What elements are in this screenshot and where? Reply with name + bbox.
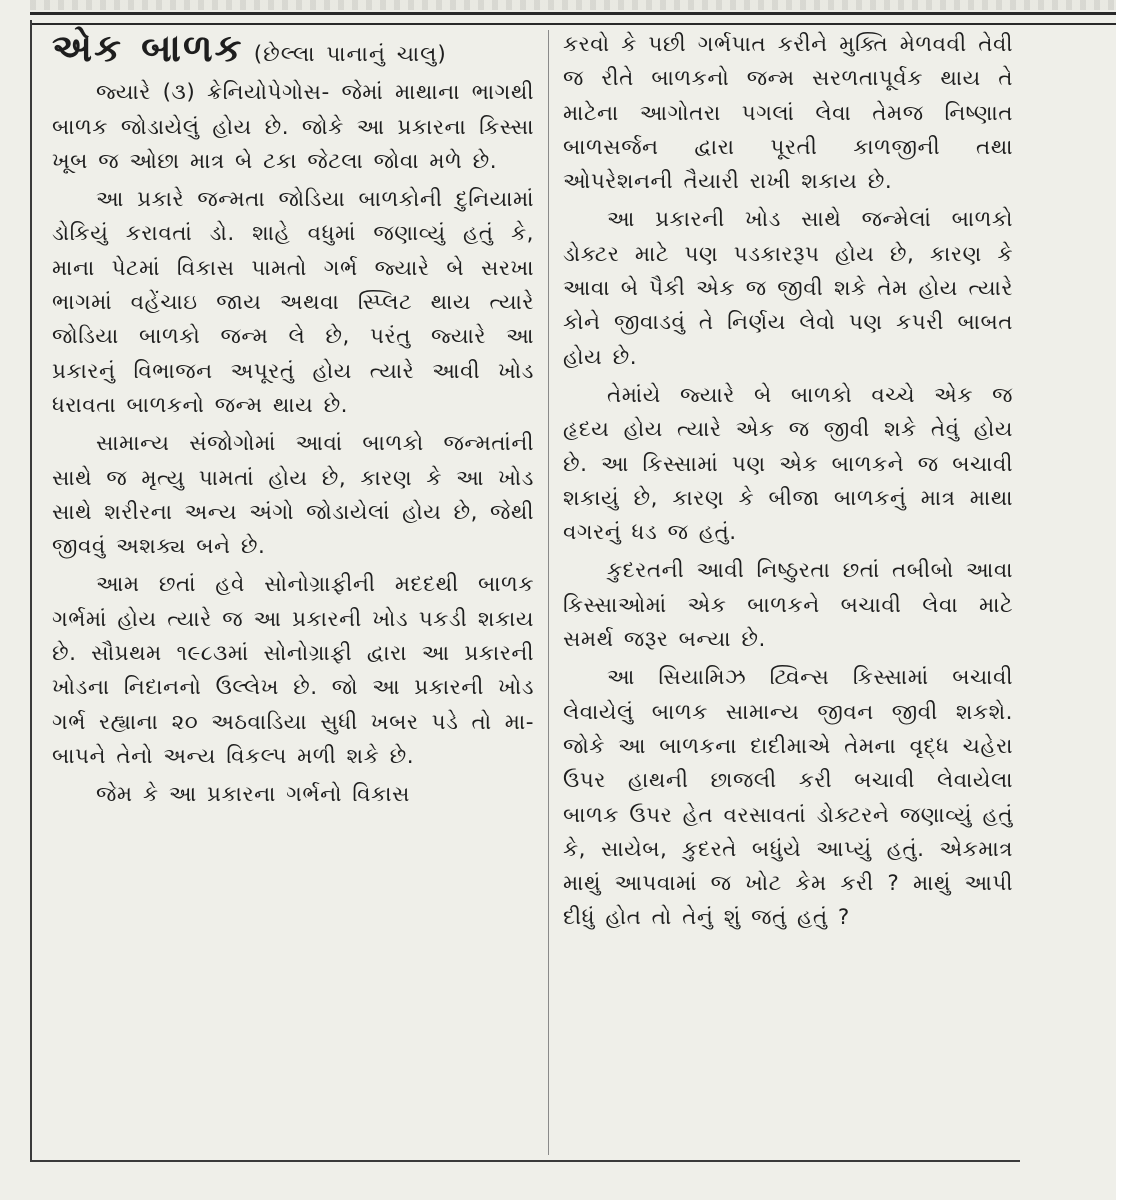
paragraph: આ સિયામિઝ ટ્વિન્સ કિસ્સામાં બચાવી લેવાયેલું બાળક સામાન્ય જીવન જીવી શકશે. જોકે આ બાળકના દાદીમાએ તેમના વૃદ્ધ ચહેરા ઉપર હાથની છાજલી કરી બચાવી લેવાયેલા બાળક ઉપર હેત વરસાવતાં ડોક્ટરને જણાવ્યું હતું કે, સાયેબ, કુદરતે બધુંયે આપ્યું હતું. એકમાત્ર માથું આપવામાં જ ખોટ કેમ કરી ? માથું આપી દીધું હોત તો તેનું શું જતું હતું ? [563,665,1013,931]
paragraph: જ્યારે (૩) ક્રેનિયોપેગોસ- જેમાં માથાના ભાગથી બાળક જોડાયેલું હોય છે. જોકે આ પ્રકારના કિસ્સા ખૂબ જ ઓછા માત્ર બે ટકા જેટલા જોવા મળે છે. [52,80,534,174]
paragraph: જેમ કે આ પ્રકારના ગર્ભનો વિકાસ [96,782,410,808]
paragraph: કરવો કે પછી ગર્ભપાત કરીને મુક્તિ મેળવવી તેવી જ રીતે બાળકનો જન્મ સરળતાપૂર્વક થાય તે માટેના આગોતરા પગલાં લેવા તેમજ નિષ્ણાત બાળસર્જન દ્વારા પૂરતી કાળજીની તથા ઓપરેશનની તૈયારી રાખી શકાય છે. [563,32,1013,195]
left-border-rule [30,20,32,1160]
paragraph: તેમાંયે જ્યારે બે બાળકો વચ્ચે એક જ હૃદય હોય ત્યારે એક જ જીવી શકે તેવું હોય છે. આ કિસ્સામાં પણ એક બાળકને જ બચાવી શકાયું છે, કારણ કે બીજા બાળકનું માત્ર માથા વગરનું ધડ જ હતું. [563,382,1013,546]
paragraph: કુદરતની આવી નિષ્ઠુરતા છતાં તબીબો આવા કિસ્સાઓમાં એક બાળકને બચાવી લેવા માટે સમર્થ જરૂર બન્યા છે. [563,558,1013,653]
continuation-note: (છેલ્લા પાનાનું ચાલુ) [253,42,447,67]
column-divider [548,30,549,1155]
headline-line [52,28,534,72]
torn-top-edge [30,0,1120,10]
article-headline: એક બાળક [52,26,244,70]
bottom-border-rule [30,1160,1020,1162]
paragraph: સામાન્ય સંજોગોમાં આવાં બાળકો જન્મતાંની સાથે જ મૃત્યુ પામતાં હોય છે, કારણ કે આ ખોડ સાથે શરીરના અન્ય અંગો જોડાયેલાં હોય છે, જેથી જીવવું અશક્ય બને છે. [52,431,534,560]
paragraph: આ પ્રકારની ખોડ સાથે જન્મેલાં બાળકો ડોક્ટર માટે પણ પડકારરૂપ હોય છે, કારણ કે આવા બે પૈકી એક જ જીવી શકે તેમ હોય ત્યારે કોને જીવાડવું તે નિર્ણય લેવો પણ કપરી બાબત હોય છે. [563,207,1013,370]
paragraph: આ પ્રકારે જન્મતા જોડિયા બાળકોની દુનિયામાં ડોકિયું કરાવતાં ડો. શાહે વધુમાં જણાવ્યું હતું કે, માના પેટમાં વિકાસ પામતો ગર્ભ જ્યારે બે સરખા ભાગમાં વહેંચાઇ જાય અથવા સ્પ્લિટ થાય ત્યારે જોડિયા બાળકો જન્મ લે છે, પરંતુ જ્યારે આ પ્રકારનું વિભાજન અપૂરતું હોય ત્યારે આવી ખોડ ધરાવતા બાળકનો જન્મ થાય છે. [52,187,534,418]
page-right-edge [1116,0,1124,1200]
left-column [52,28,534,817]
right-column [563,28,1013,940]
paragraph: આમ છતાં હવે સોનોગ્રાફીની મદદથી બાળક ગર્ભમાં હોય ત્યારે જ આ પ્રકારની ખોડ પકડી શકાય છે. સૌપ્રથમ ૧૯૮૩માં સોનોગ્રાફી દ્વારા આ પ્રકારની ખોડના નિદાનનો ઉલ્લેખ છે. જો આ પ્રકારની ખોડ ગર્ભ રહ્યાના ૨૦ અઠવાડિયા સુધી ખબર પડે તો મા-બાપને તેનો અન્ય વિકલ્પ મળી શકે છે. [52,572,534,769]
top-double-rule [30,12,1120,25]
